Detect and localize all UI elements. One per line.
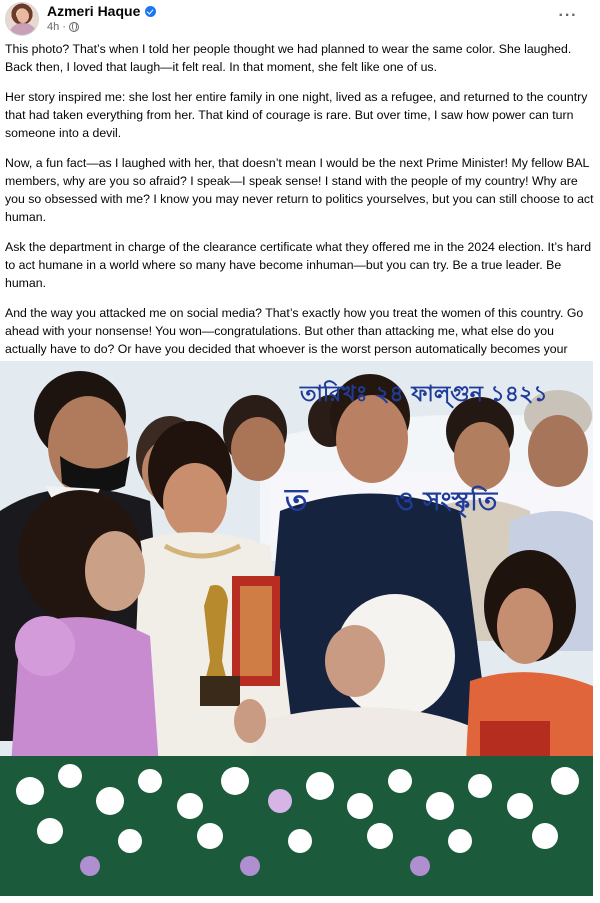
post-paragraph: Ask the department in charge of the clearance certificate what they offered me in the 2024 election. It’s hard to act humane in a world where so many have become inhuman—but you can try. Be a true leader. Be human. — [5, 240, 592, 290]
post-meta — [47, 20, 79, 33]
raised-hand — [234, 699, 266, 743]
woman-face — [163, 463, 227, 539]
dress-ruffle — [15, 616, 75, 676]
girl-right-face — [497, 588, 553, 664]
person-face — [231, 417, 285, 481]
backdrop-text-fragment: ত — [285, 483, 308, 518]
backdrop-date-text: তারিখঃ ২৪ ফাল্গুন ১৪২১ — [300, 382, 548, 407]
avatar-face — [17, 9, 29, 23]
post-paragraph: Her story inspired me: she lost her entire family in one night, lived as a refugee, and returned to the country that had taken everything from her. That kind of courage is rare. But over time, I saw how power can turn someone into a devil. — [5, 90, 588, 140]
post-body — [5, 40, 595, 388]
post-photo[interactable] — [0, 361, 593, 896]
more-options-button[interactable]: ··· — [558, 7, 578, 24]
person-face — [528, 415, 588, 487]
author-name[interactable]: Azmeri Haque — [47, 3, 141, 19]
post-header — [0, 0, 600, 38]
post-paragraph: And the way you attacked me on social media? That’s exactly how you treat the women of this country. Go ahead with your nonsense! You won—congratulations. But other than attacking me, what else do you actually have to do? Or have you decided that whoever is the worst person automatically becomes your — [5, 306, 584, 356]
girl-face — [85, 531, 145, 611]
award-plaque — [240, 586, 272, 676]
meta-separator: · — [62, 20, 66, 33]
author-avatar[interactable] — [5, 2, 39, 36]
post-paragraph: Now, a fun fact—as I laughed with her, that doesn’t mean I would be the next Prime Minister! My fellow BAL members, why are you so afraid? I speak—I speak sense! I stand with the people of my country! Why are you so obsessed with me? I know you may never return to politics yourselves, but you can still choose to act human. — [5, 156, 594, 224]
author-row — [47, 3, 156, 19]
post-footer-edge — [0, 896, 600, 903]
elder-face — [325, 625, 385, 697]
avatar-figure — [10, 23, 36, 36]
verified-badge-icon — [145, 6, 156, 17]
post-paragraph: This photo? That’s when I told her people thought we had planned to wear the same color. She laughed. Back then, I loved that laugh—it felt real. In that moment, she felt like one of us. — [5, 42, 572, 74]
backdrop-text-fragment: ও সংস্কৃতি — [395, 487, 498, 517]
photo-scene — [0, 361, 593, 896]
trophy-base — [200, 676, 240, 706]
person-face — [454, 422, 510, 490]
globe-icon[interactable] — [69, 22, 79, 32]
post-timestamp[interactable]: 4h — [47, 20, 60, 33]
